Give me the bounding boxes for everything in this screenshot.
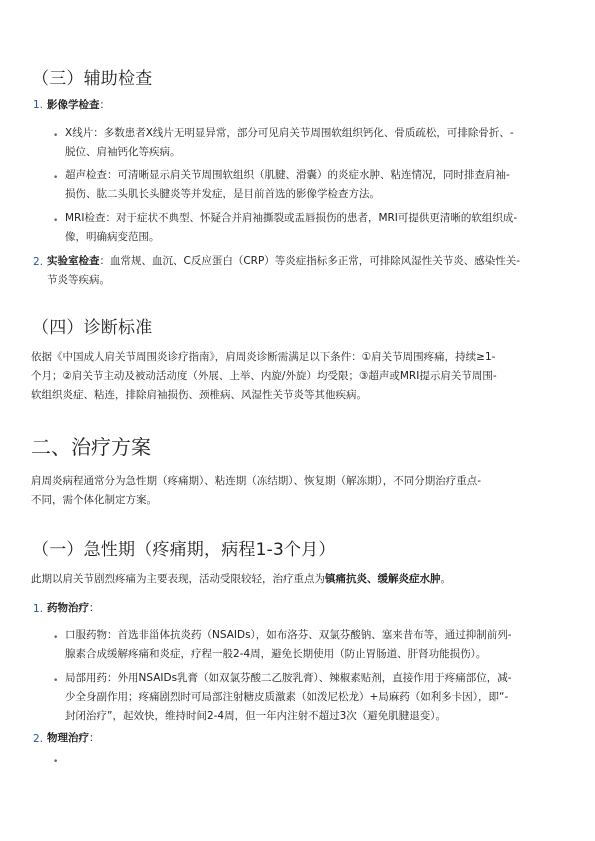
text-line: 依据《中国成人肩关节周围炎诊疗指南》，肩周炎诊断需满足以下条件：①肩关节周围疼痛，持续≥1- [31,351,496,363]
emphasis-text: 镇痛抗炎、缓解炎症水肿 [325,573,441,585]
text-line: MRI检查：对于症状不典型、怀疑合并肩袖撕裂或盂唇损伤的患者，MRI可提供更清晰的软组织成- [65,212,518,224]
text-line: X线片：多数患者X线片无明显异常，部分可见肩关节周围软组织钙化、骨质疏松，可排除骨折、- [65,127,514,139]
list-number: 1. [33,99,44,111]
item-colon: ： [99,99,110,111]
text-line: 像，明确病变范围。 [65,231,160,243]
item-label: 药物治疗 [47,602,89,614]
bullet-dot-icon: • [53,633,59,643]
bullet-ultrasound [65,166,585,204]
text-line: 口服药物：首选非甾体抗炎药（NSAIDs），如布洛芬、双氯芬酸钠、塞来昔布等，通过抑制前列- [65,629,512,641]
text-line: 损伤、肱二头肌长头腱炎等并发症，是目前首选的影像学检查方法。 [65,188,380,200]
list-number: 2. [33,256,44,268]
list-number: 1. [33,603,44,615]
item-label: 影像学检查 [47,99,100,111]
treatment-intro-paragraph [31,472,586,510]
section-title-acute-phase: （一）急性期（疼痛期，病程1-3个月） [32,540,336,560]
bullet-dot-icon: • [53,757,59,767]
bullet-dot-icon: • [53,131,59,141]
text-line: ：血常规、血沉、C反应蛋白（CRP）等炎症指标多正常，可排除风湿性关节炎、感染性关- [99,255,521,267]
text-line: 软组织炎症、粘连，排除肩袖损伤、颈椎病、风湿性关节炎等其他疾病。 [31,389,367,401]
bullet-topical-drugs [65,669,585,726]
text-line: 少全身副作用；疼痛剧烈时可局部注射糖皮质激素（如泼尼松龙）+局麻药（如利多卡因），即“- [65,691,509,703]
list-number: 2. [33,733,44,745]
list-item-medication [47,599,100,618]
diagnosis-paragraph [31,348,586,405]
text-line: 肩周炎病程通常分为急性期（疼痛期）、粘连期（冻结期）、恢复期（解冻期），不同分期治疗重点- [31,475,482,487]
list-item-imaging [47,96,110,115]
item-label: 实验室检查 [47,255,100,267]
text-line: 超声检查：可清晰显示肩关节周围软组织（肌腱、滑囊）的炎症水肿、粘连情况，同时排查肩袖- [65,169,510,181]
item-colon: ： [89,732,100,744]
bullet-xray [65,124,585,162]
text-line: 局部用药：外用NSAIDs乳膏（如双氯芬酸二乙胺乳膏）、辣椒素贴剂，直接作用于疼痛部位，减- [65,672,512,684]
text-span: 此期以肩关节剧烈疼痛为主要表现，活动受限较轻，治疗重点为 [31,573,325,585]
text-line: 个月；②肩关节主动及被动活动度（外展、上举、内旋/外旋）均受限；③超声或MRI提示肩关节周围- [31,370,497,382]
text-line: 封闭治疗”，起效快，维持时间2-4周，但一年内注射不超过3次（避免肌腱退变）。 [65,710,447,722]
section-title-auxiliary-exam: （三）辅助检查 [32,69,153,89]
acute-intro-paragraph [31,570,586,589]
list-item-lab-tests [47,252,587,290]
bullet-oral-drugs [65,626,585,664]
text-line: 不同，需个体化制定方案。 [31,494,157,506]
text-span: 。 [440,573,451,585]
list-item-physiotherapy [47,729,100,748]
bullet-mri [65,209,585,247]
item-colon: ： [89,602,100,614]
text-line: 腺素合成缓解疼痛和炎症，疗程一般2-4周，避免长期使用（防止胃肠道、肝肾功能损伤）。 [65,648,487,660]
section-title-diagnosis: （四）诊断标准 [32,318,153,338]
part-title-treatment: 二、治疗方案 [31,435,151,459]
text-line: 节炎等疾病。 [47,274,110,286]
bullet-dot-icon: • [53,216,59,226]
item-label: 物理治疗 [47,732,89,744]
bullet-dot-icon: • [53,173,59,183]
bullet-dot-icon: • [53,676,59,686]
text-line: 脱位、肩袖钙化等疾病。 [65,146,181,158]
